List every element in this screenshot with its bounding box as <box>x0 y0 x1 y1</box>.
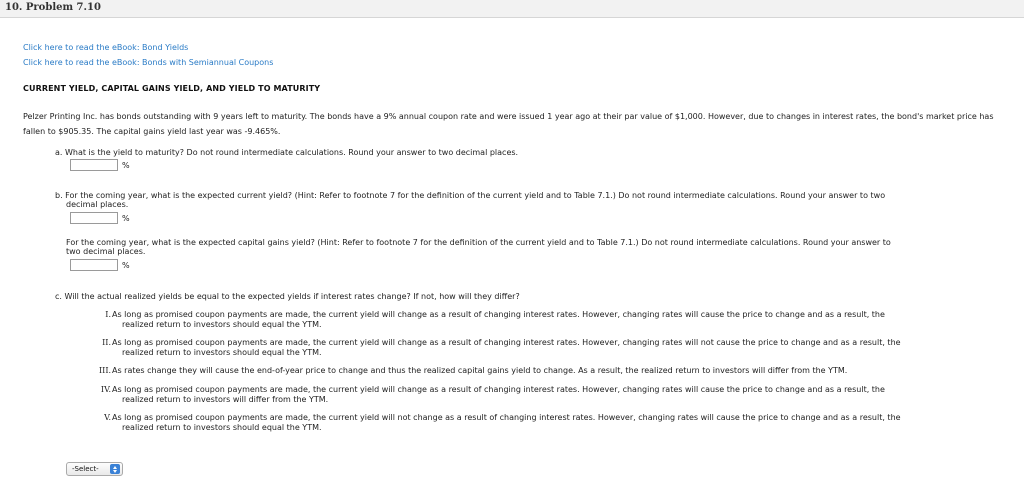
question-b2-answer-row <box>70 259 130 271</box>
capital-gains-yield-input[interactable] <box>70 259 118 271</box>
option-iii <box>99 366 1004 376</box>
option-number: V. <box>104 413 111 422</box>
option-text: As long as promised coupon payments are made, the current yield will not change as a result of changing interest rates. However, changing rates will cause the price to change and as a result, the <box>112 413 901 422</box>
option-number: I. <box>105 310 111 319</box>
option-text: As long as promised coupon payments are made, the current yield will change as a result of changing interest rates. However, changing rates will cause the price to change and as a result, the <box>112 385 885 394</box>
question-b2-line1: For the coming year, what is the expected capital gains yield? (Hint: Refer to footnote 7 for the definition of the current yield and to Table 7.1.) Do not round intermediate calculations. Round your answer to <box>66 238 891 247</box>
option-number: IV. <box>100 385 111 394</box>
option-v <box>99 413 1004 433</box>
percent-label: % <box>122 260 130 270</box>
option-text-cont: realized return to investors should equal the YTM. <box>122 423 322 432</box>
option-text-cont: realized return to investors will differ from the YTM. <box>122 395 329 404</box>
problem-statement: Pelzer Printing Inc. has bonds outstanding with 9 years left to maturity. The bonds have a 9% annual coupon rate and were issued 1 year ago at their par value of $1,000. However, due to changes in interest rates, the bond's market price has fallen to $905.35. The capital gains yield last year was -9.465%. <box>23 112 994 136</box>
ytm-input[interactable] <box>70 159 118 171</box>
option-ii <box>99 338 1004 358</box>
question-a-text: a. What is the yield to maturity? Do not round intermediate calculations. Round your answer to two decimal places. <box>55 148 519 157</box>
select-value: -Select- <box>72 465 99 473</box>
option-text: As long as promised coupon payments are made, the current yield will change as a result of changing interest rates. However, changing rates will not cause the price to change and as a result, the <box>112 338 901 347</box>
question-b-line1: b. For the coming year, what is the expected current yield? (Hint: Refer to footnote 7 for the definition of the current yield and to Table 7.1.) Do not round intermediate calculations. Round your answer to two <box>55 191 886 200</box>
question-b-capital-gains-text <box>66 238 1016 256</box>
chevron-up-down-icon <box>110 464 120 474</box>
ebook-link-bond-yields[interactable]: Click here to read the eBook: Bond Yields <box>23 43 189 52</box>
question-b2-line2: two decimal places. <box>66 247 146 256</box>
option-iv <box>99 385 1004 405</box>
option-number: II. <box>102 338 111 347</box>
ebook-link-semiannual-coupons[interactable]: Click here to read the eBook: Bonds with Semiannual Coupons <box>23 58 274 67</box>
option-i <box>99 310 1004 330</box>
question-a-answer-row <box>70 159 130 171</box>
option-text: As long as promised coupon payments are made, the current yield will change as a result of changing interest rates. However, changing rates will cause the price to change and as a result, the <box>112 310 885 319</box>
problem-header-bar <box>0 0 1024 18</box>
percent-label: % <box>122 160 130 170</box>
question-b-line2: decimal places. <box>66 200 129 209</box>
current-yield-input[interactable] <box>70 212 118 224</box>
question-c-text: c. Will the actual realized yields be equal to the expected yields if interest rates change? If not, how will they differ? <box>55 292 520 301</box>
option-text-cont: realized return to investors should equal the YTM. <box>122 320 322 329</box>
option-number: III. <box>99 366 112 375</box>
question-b-current-yield-text <box>55 191 1015 209</box>
problem-title: 10. Problem 7.10 <box>5 2 101 13</box>
percent-label: % <box>122 213 130 223</box>
option-text-cont: realized return to investors should equal the YTM. <box>122 348 322 357</box>
section-heading: CURRENT YIELD, CAPITAL GAINS YIELD, AND YIELD TO MATURITY <box>23 84 321 93</box>
question-b-answer-row <box>70 212 130 224</box>
option-text: As rates change they will cause the end-of-year price to change and thus the realized capital gains yield to change. As a result, the realized return to investors will differ from the YTM. <box>112 366 848 375</box>
answer-select-dropdown[interactable] <box>66 462 123 476</box>
